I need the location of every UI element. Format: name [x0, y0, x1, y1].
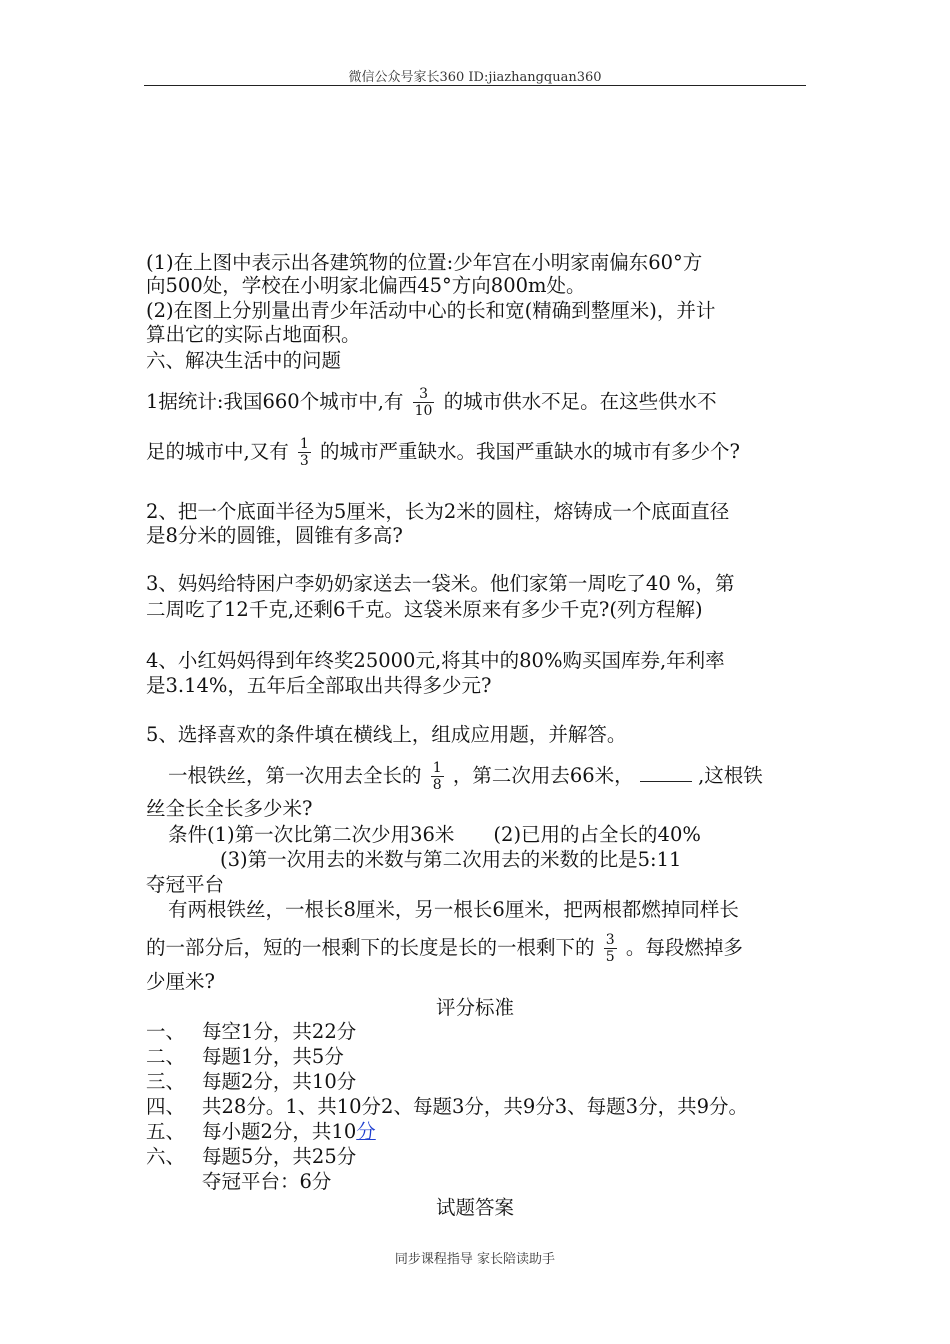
section6-title: 六、解决生活中的问题: [146, 349, 342, 372]
fraction-numerator: 3: [419, 386, 428, 402]
problem2-line2: 是8分米的圆锥，圆锥有多高?: [146, 524, 403, 547]
problem5-text-a: 一根铁丝，第一次用去全长的: [168, 764, 422, 787]
problem3-line2: 二周吃了12千克,还剩6千克。这袋米原来有多少千克?(列方程解): [146, 598, 703, 621]
problem3-line1: 3、妈妈给特困户李奶奶家送去一袋米。他们家第一周吃了40 %，第: [146, 572, 735, 595]
scoring-number: 六、: [146, 1145, 186, 1168]
page-footer: 同步课程指导 家长陪读助手: [394, 1252, 556, 1267]
question-part1-line1: (1)在上图中表示出各建筑物的位置:少年宫在小明家南偏东60°方: [146, 251, 703, 274]
fraction-3-10: [413, 386, 435, 419]
fraction-3-5: [604, 932, 617, 965]
scoring-text: 共28分。1、共10分2、每题3分，共9分3、每题3分，共9分。: [202, 1095, 748, 1118]
fraction-denominator: 3: [299, 453, 309, 469]
scoring-number: 一、: [146, 1020, 186, 1043]
bonus-line1: 有两根铁丝，一根长8厘米，另一根长6厘米，把两根都燃掉同样长: [168, 898, 739, 921]
problem4-line2: 是3.14%，五年后全部取出共得多少元?: [146, 674, 492, 697]
scoring-text: 每小题2分，共10: [202, 1120, 357, 1143]
answer-blank[interactable]: [640, 765, 692, 782]
scoring-link[interactable]: 分: [356, 1120, 376, 1143]
problem1-text-b: 的城市供水不足。在这些供水不: [443, 390, 717, 413]
scoring-row: [146, 1070, 356, 1094]
problem5-text-c: ,这根铁: [698, 764, 763, 787]
fraction-numerator: 3: [605, 932, 615, 948]
scoring-row: [146, 1120, 376, 1144]
problem1-line2: [146, 436, 740, 469]
fraction-numerator: 1: [299, 436, 309, 452]
bonus-title: 夺冠平台: [146, 873, 225, 896]
problem1-text-c: 足的城市中,又有: [146, 440, 289, 463]
scoring-text: 每空1分，共22分: [202, 1020, 357, 1043]
question-part1-line2: 向500处，学校在小明家北偏西45°方向800m处。: [146, 274, 586, 297]
scoring-row: [146, 1145, 356, 1169]
problem1-text-d: 的城市严重缺水。我国严重缺水的城市有多少个?: [320, 440, 740, 463]
page-header: 微信公众号家长360 ID:jiazhangquan360: [348, 70, 602, 85]
problem1-text-a: 1据统计:我国660个城市中,有: [146, 390, 404, 413]
problem5-title: 5、选择喜欢的条件填在横线上，组成应用题，并解答。: [146, 723, 627, 746]
scoring-row: [146, 1020, 356, 1044]
fraction-1-8: [431, 760, 444, 793]
header-rule: [144, 85, 806, 86]
answers-title: 试题答案: [435, 1196, 514, 1219]
scoring-text: 每题1分，共5分: [202, 1045, 344, 1068]
scoring-text: 每题5分，共25分: [202, 1145, 357, 1168]
problem5-text-b: ，第二次用去66米，: [452, 764, 634, 787]
bonus-line3: 少厘米?: [146, 970, 215, 993]
scoring-title: 评分标准: [435, 996, 514, 1019]
problem5-conditions-line2: (3)第一次用去的米数与第二次用去的米数的比是5:11: [220, 848, 682, 871]
scoring-number: 三、: [146, 1070, 186, 1093]
problem4-line1: 4、小红妈妈得到年终奖25000元,将其中的80%购买国库券,年利率: [146, 649, 725, 672]
scoring-text: 每题2分，共10分: [202, 1070, 357, 1093]
question-part2-line2: 算出它的实际占地面积。: [146, 323, 361, 346]
scoring-number: 五、: [146, 1120, 186, 1143]
bonus-line2: [146, 932, 743, 965]
problem5-line2: 丝全长全长多少米?: [146, 797, 313, 820]
scoring-number: 四、: [146, 1095, 186, 1118]
fraction-denominator: 5: [605, 949, 615, 965]
bonus-text-a: 的一部分后，短的一根剩下的长度是长的一根剩下的: [146, 936, 595, 959]
fraction-numerator: 1: [432, 760, 442, 776]
scoring-row: [146, 1095, 748, 1119]
bonus-text-b: 。每段燃掉多: [625, 936, 743, 959]
fraction-denominator: 8: [432, 777, 442, 793]
problem5-wire-line: [168, 760, 763, 793]
problem1-line1: [146, 386, 717, 419]
scoring-number: 二、: [146, 1045, 186, 1068]
fraction-denominator: 10: [414, 403, 433, 419]
question-part2-line1: (2)在图上分别量出青少年活动中心的长和宽(精确到整厘米)，并计: [146, 299, 716, 322]
scoring-extra: 夺冠平台：6分: [202, 1170, 332, 1193]
fraction-1-3: [298, 436, 311, 469]
scoring-row: [146, 1045, 344, 1069]
problem2-line1: 2、把一个底面半径为5厘米，长为2米的圆柱，熔铸成一个底面直径: [146, 500, 730, 523]
problem5-conditions-line1: 条件(1)第一次比第二次少用36米 (2)已用的占全长的40%: [168, 823, 701, 846]
